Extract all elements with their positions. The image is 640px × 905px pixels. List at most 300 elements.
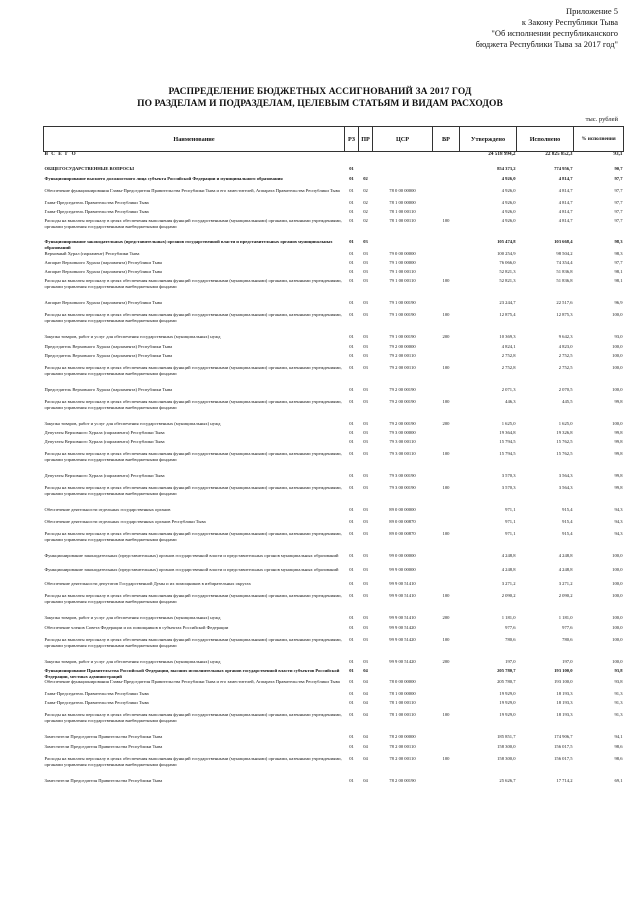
appendix-block [358, 6, 618, 50]
cell-pr: 04 [363, 778, 368, 784]
cell-percent: 91,3 [614, 712, 623, 718]
table-row [44, 239, 624, 251]
cell-name: Обеспечение деятельности депутатов Государственной Думы и их помощников в избирательных округах [44, 581, 251, 586]
cell-percent: 97,7 [614, 260, 623, 265]
cell-approved: 4 926,0 [501, 200, 516, 205]
cell-csr [373, 152, 433, 167]
cell-name: Аппарат Верховного Хурала (парламента) Республики Тыва [44, 269, 162, 274]
cell-approved: 4 248,8 [501, 553, 516, 558]
cell-percent: 97,7 [614, 188, 623, 193]
table-row [44, 278, 624, 300]
cell-csr: 79 3 00 00190 [389, 485, 416, 490]
cell-csr: 78 2 00 00190 [389, 778, 416, 784]
cell-csr: 79 3 00 00000 [389, 430, 416, 435]
cell-percent: 94,3 [614, 519, 623, 524]
cell-approved: 105 474,8 [497, 239, 516, 244]
cell-approved: 197,0 [505, 659, 516, 664]
cell-executed: 4 814,7 [558, 218, 573, 223]
cell-name: Закупка товаров, работ и услуг для обеспечения государственных (муниципальных) нужд [44, 659, 221, 664]
cell-executed: 19 326,8 [556, 430, 573, 435]
cell-vr: 100 [442, 278, 450, 283]
cell-pr [359, 152, 373, 167]
cell-percent: 93,0 [614, 334, 623, 339]
table-row [44, 334, 624, 344]
cell-csr: 99 9 00 51420 [389, 637, 416, 642]
cell-rz: 01 [349, 218, 354, 223]
cell-rz: 01 [349, 485, 354, 490]
cell-executed: 51 836,8 [556, 269, 573, 274]
table-row [44, 668, 624, 679]
cell-rz: 01 [349, 625, 354, 630]
cell-approved: 854 373,2 [497, 166, 516, 171]
cell-approved: 52 821,3 [499, 278, 516, 283]
cell-name: Функционирование Правительства Российской Федерации, высших исполнительных органов государственной власти субъектов Российской Федерации, местных администраций [44, 668, 340, 679]
cell-name: Расходы на выплаты персоналу в целях обеспечения выполнения функций государственными (муниципальными) органами, казенными учреждениями, органами управления государственными внебюджетными фондами [44, 365, 342, 376]
table-row [44, 553, 624, 567]
cell-approved: 1 181,0 [501, 615, 516, 620]
cell-csr: 79 2 00 00190 [389, 421, 416, 426]
cell-rz: 01 [349, 778, 354, 784]
cell-pr: 03 [363, 278, 368, 283]
cell-executed: 4 823,0 [558, 344, 573, 349]
cell-rz: 01 [349, 756, 354, 762]
cell-name: Закупка товаров, работ и услуг для обеспечения государственных (муниципальных) нужд [44, 421, 221, 426]
cell-vr [433, 507, 460, 519]
col-header-rz: РЗ [345, 127, 359, 152]
cell-csr: 78 0 00 00000 [389, 188, 416, 193]
cell-rz: 01 [349, 365, 354, 370]
cell-name: Глава-Председатель Правительства Республики Тыва [44, 691, 149, 697]
table-row [44, 344, 624, 353]
table-row [44, 166, 624, 176]
cell-percent: 93,8 [614, 668, 623, 673]
cell-approved: 977,6 [505, 625, 516, 630]
cell-pr: 04 [363, 712, 368, 718]
cell-executed: 103 668,4 [554, 239, 573, 244]
cell-csr: 79 2 00 00110 [389, 365, 416, 370]
cell-rz: 01 [349, 553, 354, 558]
cell-pr: 03 [363, 334, 368, 339]
cell-approved: 971,1 [505, 519, 516, 524]
cell-pr: 03 [363, 659, 368, 664]
cell-name: Обеспечение функционирования Главы-Председателя Правительства Республики Тыва и его заместителей, Аппарата Правительства Республики Тыва [44, 188, 340, 193]
cell-executed: 977,6 [562, 625, 573, 630]
cell-pr: 03 [363, 593, 368, 598]
appendix-line: к Закону Республики Тыва [521, 17, 618, 27]
table-row [44, 251, 624, 260]
cell-vr: 100 [442, 531, 450, 536]
cell-executed: 18 193,3 [556, 691, 573, 697]
cell-approved: 52 821,3 [499, 269, 516, 274]
cell-csr: 79 1 00 00190 [389, 312, 416, 317]
cell-vr [433, 251, 460, 260]
cell-rz: 01 [349, 188, 354, 193]
cell-rz: 01 [349, 744, 354, 750]
cell-percent: 100,0 [612, 615, 623, 620]
cell-name: Обеспечение членов Совета Федерации и их помощников в субъектах Российской Федерации [44, 625, 229, 630]
cell-csr: 78 1 00 00110 [389, 209, 416, 214]
table-row [44, 485, 624, 507]
cell-vr [433, 625, 460, 637]
cell-percent: 90,7 [614, 166, 623, 171]
table-row [44, 615, 624, 625]
cell-percent: 100,0 [612, 365, 623, 370]
cell-csr: 79 3 00 00110 [389, 439, 416, 444]
cell-executed: 174 906,7 [554, 734, 573, 740]
cell-vr [433, 152, 460, 167]
col-header-csr: ЦСР [373, 127, 433, 152]
cell-executed: 98 504,2 [556, 251, 573, 256]
cell-approved: 971,1 [505, 531, 516, 536]
cell-csr: 78 1 00 00000 [389, 200, 416, 205]
cell-rz: 01 [349, 734, 354, 740]
cell-csr: 79 1 00 00110 [389, 278, 416, 283]
cell-pr: 03 [363, 269, 368, 274]
cell-approved: 971,1 [505, 507, 516, 512]
cell-percent: 91,3 [614, 691, 623, 697]
cell-vr: 100 [442, 756, 450, 762]
cell-approved: 446,3 [505, 399, 516, 404]
cell-vr [433, 700, 460, 712]
cell-name: Депутаты Верховного Хурала (парламента) Республики Тыва [44, 439, 165, 444]
cell-rz: 01 [349, 593, 354, 598]
cell-rz: 01 [349, 399, 354, 404]
table-row [44, 734, 624, 744]
table-body [44, 152, 624, 793]
table-row [44, 269, 624, 278]
cell-rz: 01 [349, 615, 354, 620]
cell-csr: 79 3 00 00110 [389, 451, 416, 456]
cell-executed: 17 714,2 [556, 778, 573, 784]
cell-name: Функционирование высшего должностного лица субъекта Российской Федерации и муниципального образования [44, 176, 283, 181]
cell-approved: 4 926,0 [501, 188, 516, 193]
cell-vr [433, 300, 460, 312]
cell-vr [433, 734, 460, 744]
cell-csr: 79 2 00 00190 [389, 387, 416, 392]
col-header-approved: Утверждено [460, 127, 517, 152]
cell-vr [433, 344, 460, 353]
cell-executed: 3 271,2 [558, 581, 573, 586]
cell-percent: 96,9 [614, 300, 623, 305]
table-row [44, 399, 624, 421]
cell-vr [433, 439, 460, 451]
cell-name: Аппарат Верховного Хурала (парламента) Республики Тыва [44, 260, 162, 265]
appendix-line: бюджета Республики Тыва за 2017 год" [475, 39, 618, 49]
cell-vr [433, 744, 460, 756]
cell-vr: 100 [442, 485, 450, 490]
cell-name: Расходы на выплаты персоналу в целях обеспечения выполнения функций государственными (муниципальными) органами, казенными учреждениями, органами управления государственными внебюджетными фондами [44, 593, 342, 604]
cell-name: Закупка товаров, работ и услуг для обеспечения государственных (муниципальных) нужд [44, 615, 221, 620]
cell-csr: 89 0 00 00870 [389, 531, 416, 536]
cell-pr: 03 [363, 553, 368, 558]
cell-approved: 4 824,1 [501, 344, 516, 349]
cell-executed: 4 814,7 [558, 176, 573, 181]
cell-executed: 12 875,3 [556, 312, 573, 317]
table-row [44, 659, 624, 668]
cell-pr: 03 [363, 344, 368, 349]
table-row [44, 200, 624, 209]
cell-rz: 01 [349, 387, 354, 392]
cell-pr: 03 [363, 353, 368, 358]
cell-percent: 97,7 [614, 209, 623, 214]
cell-vr: 100 [442, 712, 450, 718]
cell-executed: 51 836,8 [556, 278, 573, 283]
cell-approved: 3 271,2 [501, 581, 516, 586]
cell-rz [345, 152, 359, 167]
cell-rz: 01 [349, 691, 354, 697]
cell-csr: 78 1 00 00110 [389, 700, 416, 706]
cell-rz: 01 [349, 700, 354, 706]
table-row [44, 473, 624, 485]
cell-name: Расходы на выплаты персоналу в целях обеспечения выполнения функций государственными (муниципальными) органами, казенными учреждениями, органами управления государственными внебюджетными фондами [44, 218, 342, 229]
cell-percent: 98,6 [614, 744, 623, 750]
cell-rz: 01 [349, 312, 354, 317]
cell-csr: 89 0 00 00000 [389, 507, 416, 512]
cell-percent: 100,0 [612, 312, 623, 317]
cell-csr: 79 3 00 00190 [389, 473, 416, 478]
cell-approved: 158 300,0 [497, 744, 516, 750]
cell-approved: 76 066,0 [499, 260, 516, 265]
cell-vr: 100 [442, 593, 450, 598]
cell-pr: 04 [363, 668, 368, 673]
cell-approved: 158 300,0 [497, 756, 516, 762]
cell-pr: 03 [363, 300, 368, 305]
cell-vr [433, 200, 460, 209]
table-row [44, 421, 624, 430]
cell-vr [433, 668, 460, 679]
cell-percent: 99,8 [614, 485, 623, 490]
cell-approved: 100 254,9 [497, 251, 516, 256]
cell-percent: 94,3 [614, 531, 623, 536]
table-row [44, 581, 624, 593]
cell-name: Заместители Председателя Правительства Республики Тыва [44, 734, 163, 740]
cell-csr: 78 2 00 00110 [389, 756, 416, 762]
table-row [44, 188, 624, 200]
cell-csr: 79 0 00 00000 [389, 251, 416, 256]
document-title [0, 86, 640, 110]
cell-percent: 100,0 [612, 387, 623, 392]
cell-executed: 915,4 [562, 519, 573, 524]
cell-percent: 93,8 [614, 679, 623, 685]
cell-vr [433, 567, 460, 581]
cell-pr: 03 [363, 625, 368, 630]
cell-name: Расходы на выплаты персоналу в целях обеспечения выполнения функций государственными (муниципальными) органами, казенными учреждениями, органами управления государственными внебюджетными фондами [44, 531, 342, 542]
cell-name: Заместители Председателя Правительства Республики Тыва [44, 778, 163, 784]
cell-pr: 03 [363, 531, 368, 536]
cell-approved: 4 926,0 [501, 218, 516, 223]
cell-executed: 156 017,5 [554, 744, 573, 750]
cell-executed: 445,5 [562, 399, 573, 404]
cell-pr: 03 [363, 507, 368, 512]
table-row [44, 387, 624, 399]
cell-executed: 15 762,5 [556, 439, 573, 444]
cell-rz: 01 [349, 439, 354, 444]
cell-percent: 100,0 [612, 581, 623, 586]
table-row [44, 637, 624, 659]
cell-csr: 79 2 00 00190 [389, 399, 416, 404]
cell-approved: 19 929,0 [499, 700, 516, 706]
cell-name: Функционирование законодательных (представительных) органов государственной власти и представительных органов муниципальных образований [44, 239, 333, 250]
cell-executed: 2 752,5 [558, 365, 573, 370]
title-line: ПО РАЗДЕЛАМ И ПОДРАЗДЕЛАМ, ЦЕЛЕВЫМ СТАТЬЯМ И ВИДАМ РАСХОДОВ [137, 99, 503, 109]
cell-executed: 915,4 [562, 507, 573, 512]
cell-approved: 3 570,3 [501, 485, 516, 490]
cell-executed: 156 017,5 [554, 756, 573, 762]
cell-rz: 01 [349, 430, 354, 435]
table-row [44, 700, 624, 712]
cell-pr: 02 [363, 188, 368, 193]
cell-vr [433, 387, 460, 399]
cell-name: Аппарат Верховного Хурала (парламента) Республики Тыва [44, 300, 162, 305]
cell-pr: 04 [363, 700, 368, 706]
cell-percent: 94,3 [614, 507, 623, 512]
cell-csr [373, 668, 433, 679]
table-row [44, 625, 624, 637]
cell-csr [373, 239, 433, 251]
cell-pr: 03 [363, 451, 368, 456]
cell-pr: 04 [363, 756, 368, 762]
cell-executed: 774 956,7 [554, 166, 573, 171]
cell-name: Председатель Верховного Хурала (парламента) Республики Тыва [44, 353, 173, 358]
cell-vr [433, 188, 460, 200]
cell-vr [433, 679, 460, 691]
cell-rz: 01 [349, 531, 354, 536]
cell-rz: 01 [349, 260, 354, 265]
cell-pr: 02 [363, 200, 368, 205]
cell-executed: 1 625,0 [558, 421, 573, 426]
table-row [44, 209, 624, 218]
cell-executed: 3 564,3 [558, 473, 573, 478]
cell-csr: 99 9 00 51420 [389, 659, 416, 664]
cell-executed: 915,4 [562, 531, 573, 536]
cell-executed: 15 762,5 [556, 451, 573, 456]
cell-approved: 24 518 994,2 [488, 151, 516, 157]
cell-executed: 197,0 [562, 659, 573, 664]
cell-name: Депутаты Верховного Хурала (парламента) Республики Тыва [44, 473, 165, 478]
cell-pr: 02 [363, 176, 368, 181]
cell-pr: 04 [363, 679, 368, 685]
col-header-vr: ВР [433, 127, 460, 152]
cell-rz: 01 [349, 200, 354, 205]
cell-approved: 3 570,3 [501, 473, 516, 478]
cell-pr: 03 [363, 637, 368, 642]
cell-pr: 03 [363, 430, 368, 435]
cell-approved: 10 369,3 [499, 334, 516, 339]
table-row [44, 567, 624, 581]
cell-pr: 03 [363, 421, 368, 426]
cell-percent: 97,7 [614, 200, 623, 205]
cell-name: Депутаты Верховного Хурала (парламента) Республики Тыва [44, 430, 165, 435]
cell-pr: 03 [363, 251, 368, 256]
cell-csr: 79 1 00 00110 [389, 269, 416, 274]
table-row [44, 152, 624, 167]
cell-csr: 99 9 00 51420 [389, 625, 416, 630]
cell-percent: 100,0 [612, 553, 623, 558]
cell-executed: 22 517,6 [556, 300, 573, 305]
cell-approved: 4 926,0 [501, 209, 516, 214]
cell-executed: 4 248,8 [558, 567, 573, 572]
cell-vr: 100 [442, 451, 450, 456]
cell-pr: 03 [363, 260, 368, 265]
units-label: тыс. рублей [585, 116, 618, 123]
cell-percent: 100,0 [612, 593, 623, 598]
cell-vr [433, 430, 460, 439]
cell-percent: 99,8 [614, 439, 623, 444]
table-header-row [44, 127, 624, 152]
cell-pr: 03 [363, 615, 368, 620]
cell-name: Обеспечение деятельности отдельных государственных органов [44, 507, 171, 512]
cell-csr: 78 1 00 00110 [389, 712, 416, 718]
cell-executed: 18 193,3 [556, 712, 573, 718]
cell-approved: 205 780,7 [497, 679, 516, 685]
cell-approved: 19 929,0 [499, 691, 516, 697]
cell-vr [433, 239, 460, 251]
cell-name: Обеспечение деятельности отдельных государственных органов Республики Тыва [44, 519, 206, 524]
cell-pr: 02 [363, 218, 368, 223]
cell-vr [433, 209, 460, 218]
cell-name: Глава-Председатель Правительства Республики Тыва [44, 200, 149, 205]
cell-name: Заместители Председателя Правительства Республики Тыва [44, 744, 163, 750]
cell-percent: 91,3 [614, 700, 623, 706]
cell-pr: 03 [363, 519, 368, 524]
table-row [44, 507, 624, 519]
table-row [44, 260, 624, 269]
cell-executed: 2 752,5 [558, 353, 573, 358]
cell-rz: 01 [349, 679, 354, 685]
cell-pr: 04 [363, 691, 368, 697]
cell-vr [433, 778, 460, 792]
cell-executed: 4 248,8 [558, 553, 573, 558]
cell-vr [433, 519, 460, 531]
cell-csr [373, 166, 433, 176]
table-row [44, 430, 624, 439]
cell-approved: 15 794,5 [499, 451, 516, 456]
cell-csr: 99 9 00 51410 [389, 581, 416, 586]
cell-executed: 193 100,0 [554, 668, 573, 673]
cell-rz: 01 [349, 507, 354, 512]
cell-executed: 1 181,0 [558, 615, 573, 620]
cell-pr: 03 [363, 567, 368, 572]
cell-percent: 97,7 [614, 176, 623, 181]
cell-rz: 01 [349, 344, 354, 349]
cell-approved: 2 071,3 [501, 387, 516, 392]
cell-name: Расходы на выплаты персоналу в целях обеспечения выполнения функций государственными (муниципальными) органами, казенными учреждениями, органами управления государственными внебюджетными фондами [44, 712, 342, 723]
cell-percent: 100,0 [612, 421, 623, 426]
cell-percent: 98,3 [614, 251, 623, 256]
cell-executed: 4 814,7 [558, 200, 573, 205]
cell-approved: 4 248,8 [501, 567, 516, 572]
cell-vr: 100 [442, 365, 450, 370]
cell-percent: 99,8 [614, 451, 623, 456]
cell-approved: 780,6 [505, 637, 516, 642]
cell-approved: 23 244,7 [499, 300, 516, 305]
cell-executed: 22 825 852,3 [545, 151, 573, 157]
cell-pr: 03 [363, 439, 368, 444]
cell-vr [433, 691, 460, 700]
cell-executed: 2 070,5 [558, 387, 573, 392]
cell-vr: 200 [442, 659, 450, 664]
cell-approved: 185 851,7 [497, 734, 516, 740]
table-row [44, 712, 624, 734]
cell-vr: 100 [442, 218, 450, 223]
cell-rz: 01 [349, 166, 354, 171]
cell-percent: 98,1 [614, 278, 623, 283]
table-row [44, 531, 624, 553]
table-row [44, 312, 624, 334]
cell-pr: 03 [363, 365, 368, 370]
appendix-line: "Об исполнении республиканского [491, 28, 618, 38]
table-row [44, 778, 624, 792]
